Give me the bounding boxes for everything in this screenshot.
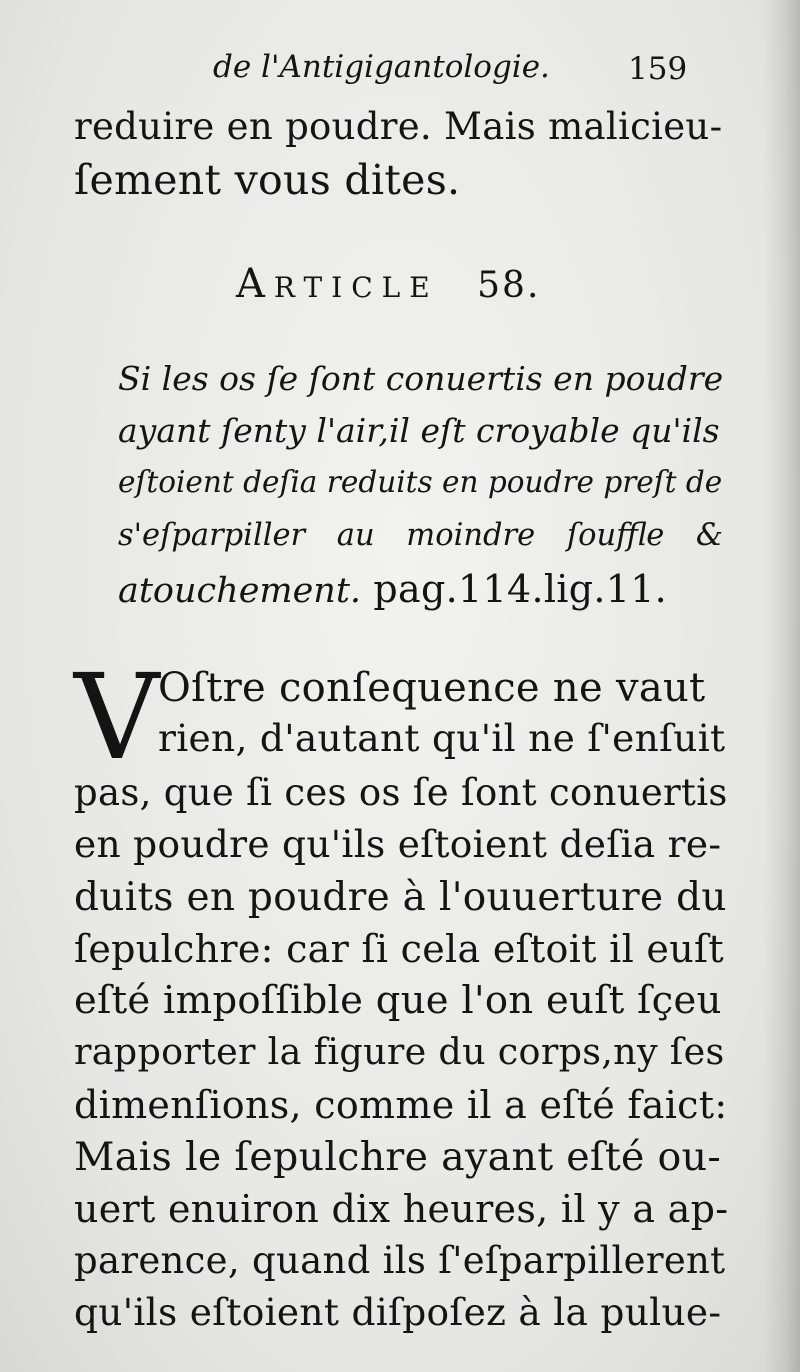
quote-line: Si les os ſe ſont conuertis en poudre <box>118 359 724 398</box>
body-line: Oſtre conſequence ne vaut <box>158 665 706 711</box>
article-heading <box>236 261 541 307</box>
body-line: pas, que ſi ces os ſe ſont conuertis <box>74 771 728 814</box>
body-line: parence, quand ils ſ'eſparpillerent <box>74 1239 726 1282</box>
page-edge-shadow <box>762 0 800 1372</box>
text-line: ſement vous dites. <box>74 156 461 204</box>
body-line: dimenſions, comme il a eſté faict: <box>74 1083 728 1127</box>
text-line: reduire en poudre. Mais malicieu- <box>74 105 723 148</box>
quote-line: eſtoient deſia reduits en poudre preſt de <box>118 465 723 499</box>
page-number: 159 <box>628 51 688 87</box>
article-heading-rest: RTICLE <box>273 271 439 304</box>
quote-line: s'eſparpiller au moindre ſouffle & <box>118 518 724 553</box>
body-line: ſepulchre: car ſi cela eſtoit il euſt <box>74 927 724 971</box>
body-line: rapporter la figure du corps,ny ſes <box>74 1030 725 1073</box>
body-line: eſté impoſſible que l'on euſt ſçeu <box>74 978 722 1023</box>
running-title: de l'Antigigantologie. <box>213 49 550 85</box>
quote-reference: pag.114.lig.11. <box>361 567 668 611</box>
article-heading-cap: A <box>236 261 274 307</box>
quote-line: ayant ſenty l'air,il eſt croyable qu'ils <box>118 411 720 450</box>
body-line: uert enuiron dix heures, il y a ap- <box>74 1187 729 1231</box>
body-line: Mais le ſepulchre ayant eſté ou- <box>74 1134 721 1180</box>
body-line: rien, d'autant qu'il ne ſ'enſuit <box>158 716 726 760</box>
article-number: 58. <box>477 265 541 306</box>
body-line: duits en poudre à l'ouuerture du <box>74 875 727 920</box>
body-line: en poudre qu'ils eſtoient deſia re- <box>74 822 722 866</box>
drop-cap: V <box>74 648 160 786</box>
quote-last-line <box>118 567 668 611</box>
body-line: qu'ils eſtoient diſpoſez à la pulue- <box>74 1290 722 1334</box>
quote-line: atouchement. <box>118 571 362 611</box>
